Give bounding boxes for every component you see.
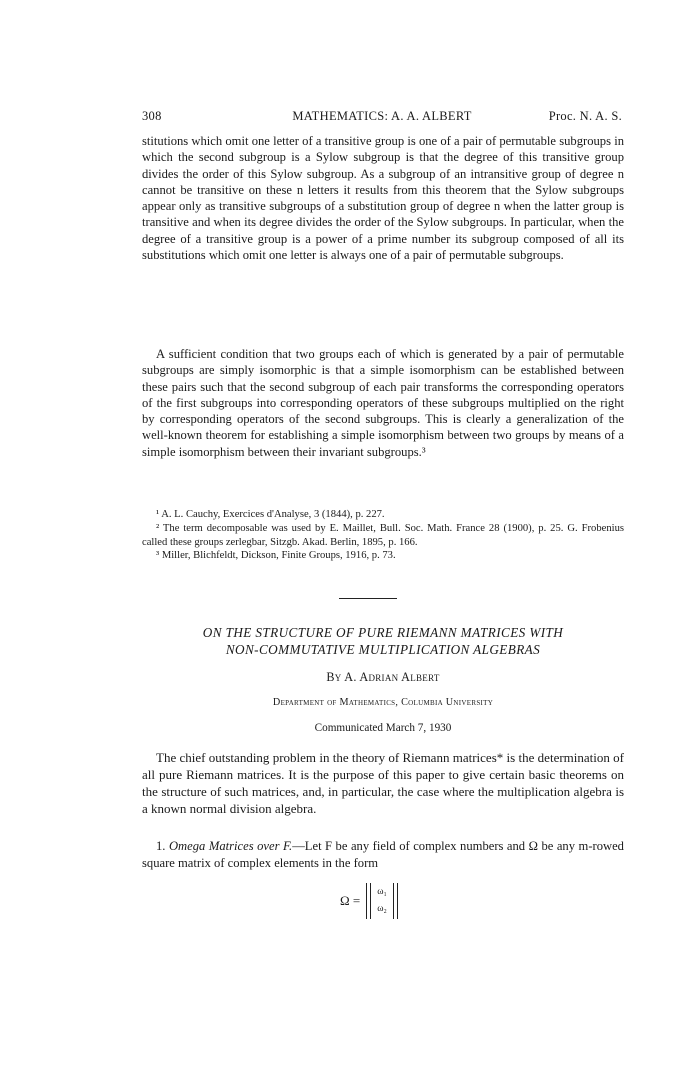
section-1-paragraph bbox=[142, 838, 624, 872]
paragraph-continued bbox=[142, 133, 624, 263]
section-divider bbox=[339, 598, 397, 599]
article-author: By A. Adrian Albert bbox=[326, 670, 440, 684]
page-number: 308 bbox=[142, 109, 162, 123]
footnotes bbox=[142, 508, 624, 563]
matrix-bracket bbox=[366, 883, 398, 919]
paragraph-1-text: stitutions which omit one letter of a transitive group is one of a pair of permutable subgroups in which the second subgroup is a Sylow subgroup is that the degree of this transitive group divides the order of this Sylow subgroup. As a subgroup of an intransitive group of degree n cannot be transitive on these n letters it results from this theorem that the Sylow subgroups appear only as transitive subgroups of a substitution group of degree n when the latter group is transitive and when its degree divides the order of the Sylow subgroups. In particular, when the degree of a transitive group is a power of a prime number its subgroup composed of all its substitutions which omit one letter is always one of a pair of permutable subgroups. bbox=[142, 134, 624, 263]
paragraph-isomorphism bbox=[142, 346, 624, 460]
equation-lhs: Ω = bbox=[340, 893, 361, 908]
introduction-text: The chief outstanding problem in the theory of Riemann matrices* is the determination of all pure Riemann matrices. It is the purpose of this paper to give certain basic theorems on the structure of such matrices, and, in particular, the case where the multiplication algebra is a known normal division algebra. bbox=[142, 750, 624, 816]
footnote-2: ² The term decomposable was used by E. Maillet, Bull. Soc. Math. France 28 (1900), p. 25. G. Frobenius called these groups zerlegbar, Sitzgb. Akad. Berlin, 1895, p. 166. bbox=[142, 522, 624, 548]
article-title bbox=[142, 624, 624, 658]
author-affiliation: Department of Mathematics, Columbia University bbox=[272, 697, 494, 708]
section-text: —Let F be any field of complex numbers and Ω be any m-rowed square matrix of complex elements in the form bbox=[142, 839, 624, 870]
running-title: MATHEMATICS: A. A. ALBERT bbox=[292, 109, 472, 123]
section-number: 1. bbox=[156, 839, 166, 853]
omega-matrix-equation bbox=[340, 882, 398, 920]
article-introduction bbox=[142, 749, 624, 817]
section-title: Omega Matrices over F. bbox=[168, 839, 293, 853]
footnote-3: ³ Miller, Blichfeldt, Dickson, Finite Groups, 1916, p. 73. bbox=[156, 550, 396, 562]
section-1 bbox=[142, 838, 624, 872]
article-title-line-1: ON THE STRUCTURE OF PURE RIEMANN MATRICES WITH bbox=[202, 625, 564, 640]
paragraph-2-text: A sufficient condition that two groups each of which is generated by a pair of permutable subgroups are simply isomorphic is that a simple isomorphism can be established between these pairs such that the second subgroup of each pair transforms the corresponding operators of the first subgroups into corresponding operators of these subgroups multiplied on the right by corresponding operators of the second subgroups. This is clearly a generalization of the well-known theorem for establishing a simple isomorphism between two groups by means of a simple isomorphism between their invariant subgroups.³ bbox=[142, 347, 624, 459]
communicated-date: Communicated March 7, 1930 bbox=[314, 722, 452, 734]
footnote-1: ¹ A. L. Cauchy, Exercices d'Analyse, 3 (1844), p. 227. bbox=[156, 509, 385, 520]
matrix-cell-2: ω₂ bbox=[377, 904, 387, 914]
journal-abbreviation: Proc. N. A. S. bbox=[548, 109, 622, 123]
matrix-cell-1: ω₁ bbox=[377, 887, 387, 897]
article-title-line-2: NON-COMMUTATIVE MULTIPLICATION ALGEBRAS bbox=[225, 642, 541, 657]
